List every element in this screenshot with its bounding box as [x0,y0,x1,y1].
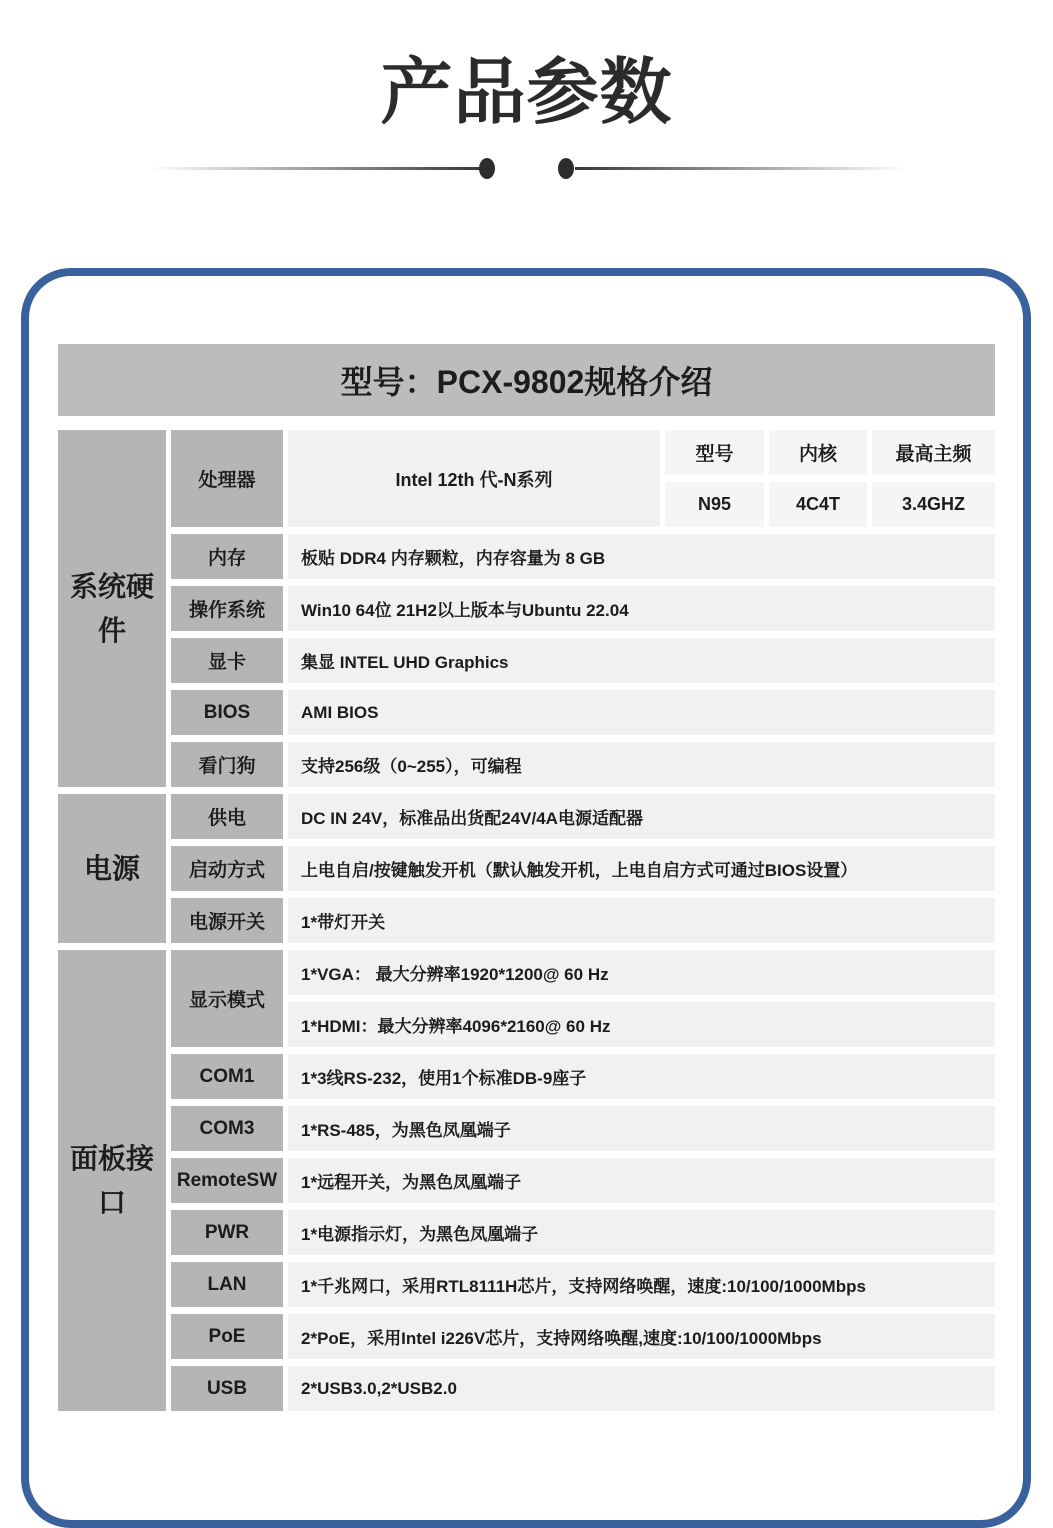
processor-family-value: Intel 12th 代-N系列 [288,430,660,527]
row-value-com1: 1*3线RS-232，使用1个标准DB-9座子 [288,1054,995,1099]
title-divider-line-left [150,167,480,170]
row-value-bios: AMI BIOS [288,690,995,735]
row-value-remotesw: 1*远程开关，为黑色凤凰端子 [288,1158,995,1203]
row-label-processor: 处理器 [171,430,283,527]
row-label-com3: COM3 [171,1106,283,1151]
row-value-usb: 2*USB3.0,2*USB2.0 [288,1366,995,1411]
category-system-hardware: 系统硬件 [58,430,166,787]
row-label-com1: COM1 [171,1054,283,1099]
row-value-memory: 板贴 DDR4 内存颗粒，内存容量为 8 GB [288,534,995,579]
row-label-lan: LAN [171,1262,283,1307]
row-label-remotesw: RemoteSW [171,1158,283,1203]
row-label-boot-mode: 启动方式 [171,846,283,891]
row-value-poe: 2*PoE，采用Intel i226V芯片，支持网络唤醒,速度:10/100/1000Mbps [288,1314,995,1359]
row-value-watchdog: 支持256级（0~255），可编程 [288,742,995,787]
row-value-display-hdmi: 1*HDMI：最大分辨率4096*2160@ 60 Hz [288,1002,995,1047]
page-title: 产品参数 [380,53,673,133]
processor-col-maxfreq: 最高主频 [872,430,995,475]
row-value-pwr: 1*电源指示灯，为黑色凤凰端子 [288,1210,995,1255]
processor-value-maxfreq: 3.4GHZ [872,482,995,527]
divider-dot-left [479,158,495,179]
row-label-watchdog: 看门狗 [171,742,283,787]
row-label-poe: PoE [171,1314,283,1359]
row-label-os: 操作系统 [171,586,283,631]
row-label-memory: 内存 [171,534,283,579]
row-label-pwr: PWR [171,1210,283,1255]
processor-value-model: N95 [665,482,764,527]
row-label-power-switch: 电源开关 [171,898,283,943]
row-value-display-vga: 1*VGA： 最大分辨率1920*1200@ 60 Hz [288,950,995,995]
row-value-power-input: DC IN 24V，标准品出货配24V/4A电源适配器 [288,794,995,839]
category-panel-io: 面板接口 [58,950,166,1411]
row-label-bios: BIOS [171,690,283,735]
category-power: 电源 [58,794,166,943]
row-value-lan: 1*千兆网口，采用RTL8111H芯片，支持网络唤醒，速度:10/100/1000Mbps [288,1262,995,1307]
spec-table [58,430,995,1411]
divider-dot-right [558,158,574,179]
title-section [0,0,1053,240]
row-value-os: Win10 64位 21H2以上版本与Ubuntu 22.04 [288,586,995,631]
row-value-com3: 1*RS-485，为黑色凤凰端子 [288,1106,995,1151]
title-divider-line-right [575,167,907,170]
processor-value-cores: 4C4T [769,482,867,527]
row-value-gpu: 集显 INTEL UHD Graphics [288,638,995,683]
row-label-usb: USB [171,1366,283,1411]
row-label-power-input: 供电 [171,794,283,839]
processor-col-model: 型号 [665,430,764,475]
processor-col-cores: 内核 [769,430,867,475]
row-label-display-mode: 显示模式 [171,950,283,1047]
row-value-power-switch: 1*带灯开关 [288,898,995,943]
spec-table-header: 型号：PCX-9802规格介绍 [58,344,995,416]
spec-panel [21,268,1031,1528]
row-value-boot-mode: 上电自启/按键触发开机（默认触发开机，上电自启方式可通过BIOS设置） [288,846,995,891]
row-label-gpu: 显卡 [171,638,283,683]
